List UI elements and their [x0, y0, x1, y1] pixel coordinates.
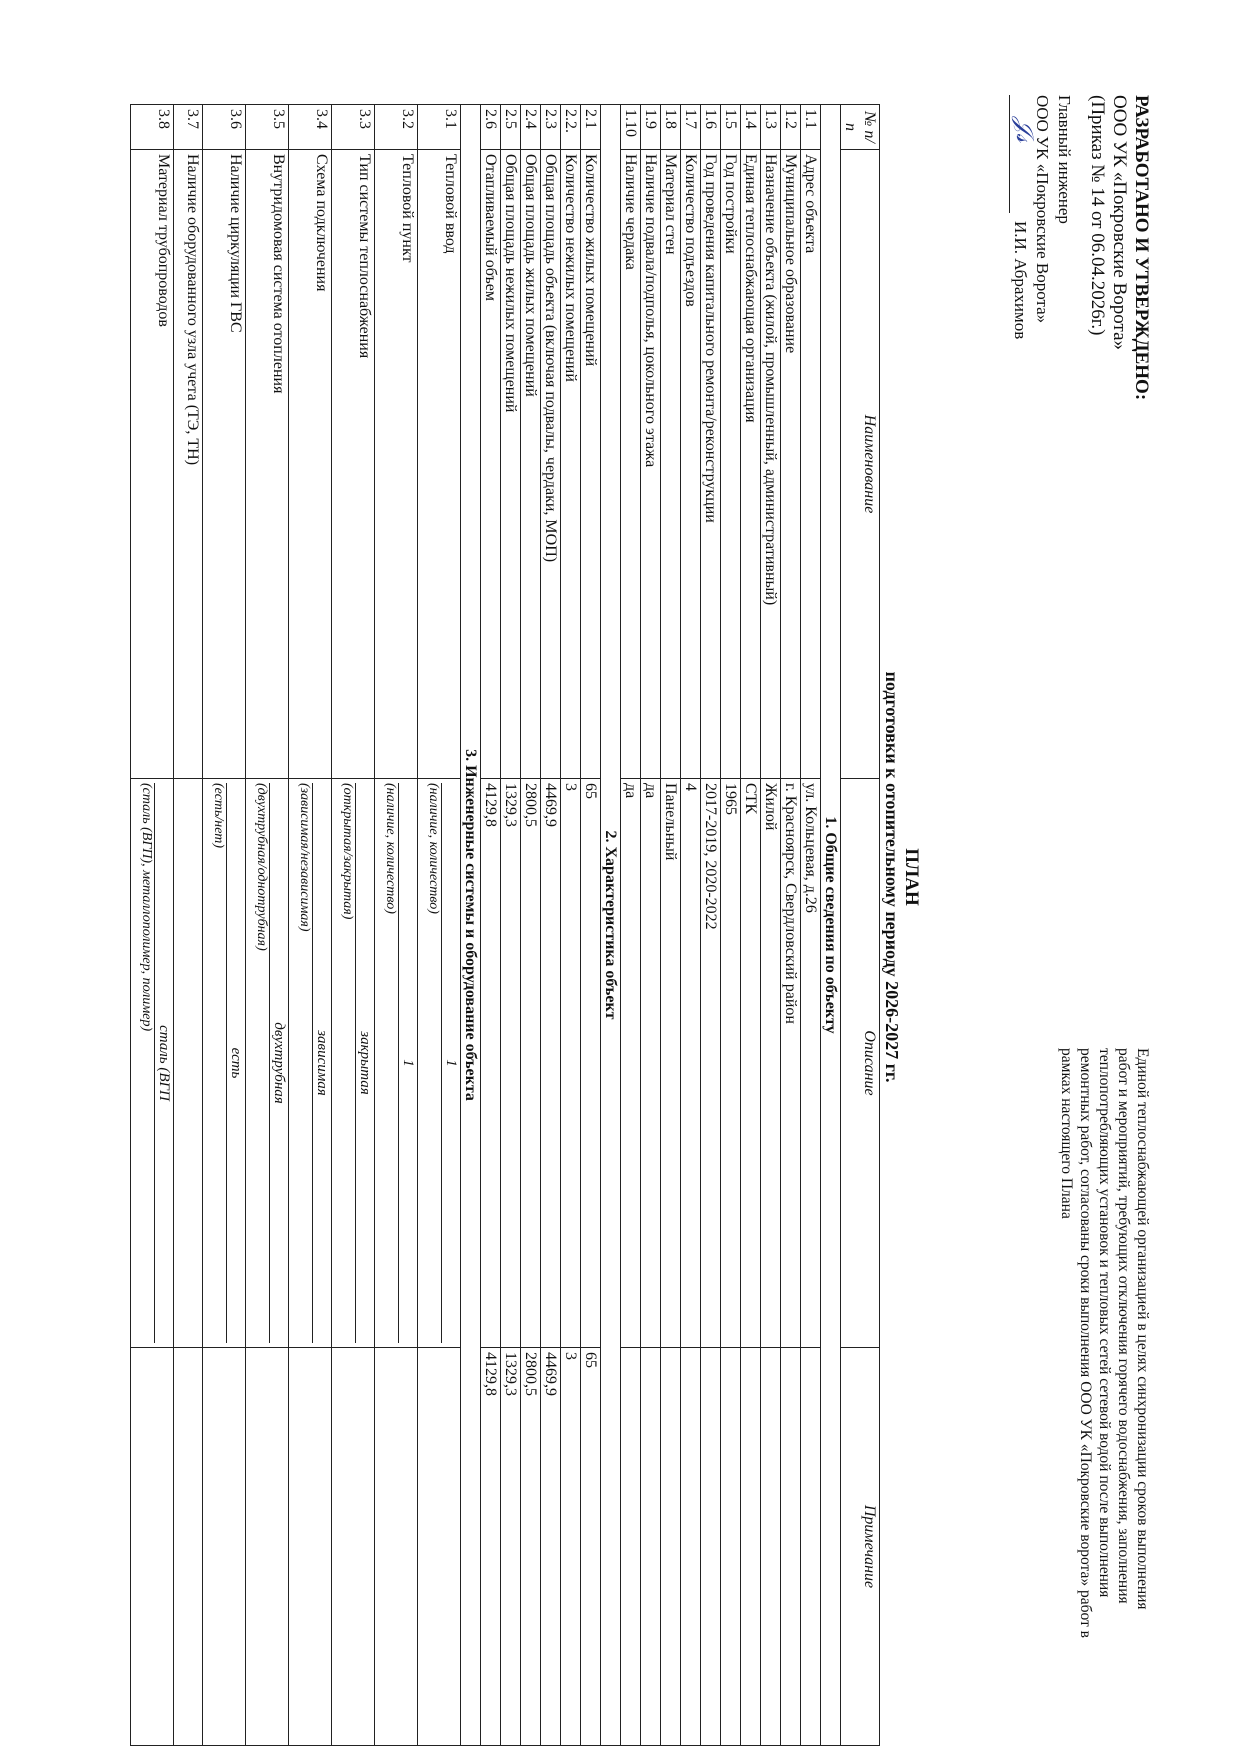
row-num: 2.3	[541, 105, 561, 150]
row-desc: ул. Кольцевая, д.26	[801, 779, 821, 1348]
row-name: Количество нежилых помещений	[561, 150, 581, 779]
section1-rows	[621, 105, 821, 1746]
row-num: 1.6	[701, 105, 721, 150]
row-desc	[375, 779, 418, 1348]
row-note: 4469,9	[541, 1348, 561, 1746]
row-note	[761, 1348, 781, 1746]
row-name: Наличие чердака	[621, 150, 641, 779]
section-title: 1. Общие сведения по объекту	[821, 105, 841, 1746]
table-row	[581, 105, 601, 1746]
header-note: Примечание	[841, 1348, 880, 1746]
table-row	[561, 105, 581, 1746]
row-desc	[131, 779, 174, 1348]
table-row	[801, 105, 821, 1746]
row-name: Отапливаемый объем	[481, 150, 501, 779]
row-name: Материал стен	[661, 150, 681, 779]
table-row	[661, 105, 681, 1746]
row-desc: Жилой	[761, 779, 781, 1348]
table-row	[481, 105, 501, 1746]
row-hint: (наличие, количество)	[382, 783, 399, 1343]
row-note	[174, 1348, 203, 1746]
row-name: Год проведения капитального ремонта/реконструкции	[701, 150, 721, 779]
row-value: зависимая	[314, 1030, 330, 1096]
row-num: 1.8	[661, 105, 681, 150]
row-value: 1	[400, 1059, 416, 1067]
row-hint: (двухтрубная/однотрубная)	[253, 783, 270, 1343]
table-row	[375, 105, 418, 1746]
row-note	[131, 1348, 174, 1746]
row-note	[681, 1348, 701, 1746]
approval-order: (Приказ № 14 от 06.04.2026г.)	[1087, 95, 1108, 336]
row-name: Год постройки	[721, 150, 741, 779]
row-name: Количество жилых помещений	[581, 150, 601, 779]
signer-name: И.И. Абрахимов	[1011, 221, 1030, 340]
row-hint: (есть/нет)	[210, 783, 227, 1343]
table-row	[521, 105, 541, 1746]
row-num: 1.4	[741, 105, 761, 150]
document-subtitle: подготовки к отопительному периоду 2026-2027 гг.	[882, 671, 902, 1083]
approval-title: РАЗРАБОТАНО И УТВЕРЖДЕНО:	[1131, 95, 1152, 401]
row-name: Единая теплоснабжающая организация	[741, 150, 761, 779]
row-desc: 65	[581, 779, 601, 1348]
row-desc: 1329,3	[501, 779, 521, 1348]
row-value: сталь (ВГП	[156, 1025, 172, 1101]
row-num: 1.1	[801, 105, 821, 150]
table-row	[541, 105, 561, 1746]
row-desc	[174, 779, 203, 1348]
row-desc: СТК	[741, 779, 761, 1348]
row-note: 3	[561, 1348, 581, 1746]
row-value: 1	[443, 1059, 459, 1067]
row-note	[661, 1348, 681, 1746]
row-name: Тип системы теплоснабжения	[332, 150, 375, 779]
table-row	[174, 105, 203, 1746]
coordination-note: Единой теплоснабжающей организацией в целях синхронизации сроков выполнения работ и мероприятий, требующих отключения горячего водоснабжения, заполнения теплопотребляющих установок и тепловых сетей сетевой водой после выполнения ремонтных работ, согласованы сроки выполнения ООО УК «Покровские ворота» работ в рамках настоящего Плана	[1058, 1048, 1151, 1638]
row-num: 2.6	[481, 105, 501, 150]
row-name: Материал трубопроводов	[131, 150, 174, 779]
row-desc: 4	[681, 779, 701, 1348]
signer-org: ООО УК «Покровские Ворота»	[1033, 95, 1052, 324]
header-desc: Описание	[841, 779, 880, 1348]
row-num: 3.7	[174, 105, 203, 150]
row-num: 3.2	[375, 105, 418, 150]
row-desc: 2017-2019, 2020-2022	[701, 779, 721, 1348]
table-row	[203, 105, 246, 1746]
row-name: Внутридомовая система отопления	[246, 150, 289, 779]
row-name: Тепловой пункт	[375, 150, 418, 779]
row-desc: 3	[561, 779, 581, 1348]
row-desc: г. Красноярск, Свердловский район	[781, 779, 801, 1348]
table-row	[641, 105, 661, 1746]
row-desc	[289, 779, 332, 1348]
table-row	[418, 105, 461, 1746]
row-desc	[203, 779, 246, 1348]
row-num: 1.2	[781, 105, 801, 150]
row-hint: (наличие, количество)	[425, 783, 442, 1343]
row-desc	[332, 779, 375, 1348]
section-row	[601, 105, 621, 1746]
row-note: 65	[581, 1348, 601, 1746]
row-note: 1329,3	[501, 1348, 521, 1746]
handwritten-signature: 𝒥𝓈	[1011, 117, 1039, 143]
row-name: Количество подъездов	[681, 150, 701, 779]
row-note	[246, 1348, 289, 1746]
table-row	[721, 105, 741, 1746]
table-row	[621, 105, 641, 1746]
row-num: 3.1	[418, 105, 461, 150]
row-note	[801, 1348, 821, 1746]
section-row	[821, 105, 841, 1746]
table-row	[501, 105, 521, 1746]
row-name: Наличие оборудованного узла учета (ТЭ, ТН)	[174, 150, 203, 779]
table-row	[332, 105, 375, 1746]
document-title: ПЛАН	[901, 848, 922, 906]
row-value: есть	[228, 1047, 244, 1079]
row-name: Назначение объекта (жилой, промышленный, административный)	[761, 150, 781, 779]
row-num: 3.3	[332, 105, 375, 150]
row-note	[741, 1348, 761, 1746]
table-row	[289, 105, 332, 1746]
plan-table	[130, 104, 880, 1746]
row-note	[203, 1348, 246, 1746]
row-hint: (открытая/закрытая)	[339, 783, 356, 1343]
table-row	[741, 105, 761, 1746]
row-note	[418, 1348, 461, 1746]
row-note	[781, 1348, 801, 1746]
row-num: 1.7	[681, 105, 701, 150]
row-num: 3.4	[289, 105, 332, 150]
table-row	[781, 105, 801, 1746]
row-num: 3.8	[131, 105, 174, 150]
row-note	[621, 1348, 641, 1746]
row-num: 2.5	[501, 105, 521, 150]
table-row	[681, 105, 701, 1746]
row-num: 2.1	[581, 105, 601, 150]
row-name: Наличие циркуляции ГВС	[203, 150, 246, 779]
row-num: 2.4	[521, 105, 541, 150]
row-name: Общая площадь нежилых помещений	[501, 150, 521, 779]
row-name: Тепловой ввод	[418, 150, 461, 779]
row-num: 1.10	[621, 105, 641, 150]
row-num: 2.2.	[561, 105, 581, 150]
header-num: № п/п	[841, 105, 880, 150]
row-num: 1.5	[721, 105, 741, 150]
row-desc: Панельный	[661, 779, 681, 1348]
row-desc	[418, 779, 461, 1348]
row-note	[721, 1348, 741, 1746]
section-title: 2. Характеристика объект	[601, 105, 621, 1746]
approval-block	[1086, 95, 1152, 400]
table-row	[701, 105, 721, 1746]
row-note: 4129,8	[481, 1348, 501, 1746]
row-hint: (сталь (ВГП), металлополимер, полимер)	[138, 783, 155, 1343]
section-row	[461, 105, 481, 1746]
row-num: 1.3	[761, 105, 781, 150]
row-desc: да	[641, 779, 661, 1348]
row-num: 1.9	[641, 105, 661, 150]
row-name: Общая площадь жилых помещений	[521, 150, 541, 779]
row-value: двухтрубная	[271, 1022, 287, 1104]
row-num: 3.6	[203, 105, 246, 150]
row-desc	[246, 779, 289, 1348]
row-note: 2800,5	[521, 1348, 541, 1746]
row-name: Адрес объекта	[801, 150, 821, 779]
section3-rows	[131, 105, 461, 1746]
row-note	[375, 1348, 418, 1746]
row-value: закрытая	[357, 1031, 373, 1095]
row-desc: 4469,9	[541, 779, 561, 1348]
signature-line	[1009, 95, 1039, 213]
row-note	[332, 1348, 375, 1746]
row-desc: да	[621, 779, 641, 1348]
row-num: 3.5	[246, 105, 289, 150]
table-row	[761, 105, 781, 1746]
table-header-row	[841, 105, 880, 1746]
table-row	[246, 105, 289, 1746]
row-name: Общая площадь объекта (включая подвалы, чердаки, МОП)	[541, 150, 561, 779]
row-name: Схема подключения	[289, 150, 332, 779]
header-name: Наименование	[841, 150, 880, 779]
row-note	[289, 1348, 332, 1746]
table-row	[131, 105, 174, 1746]
row-name: Муниципальное образование	[781, 150, 801, 779]
row-name: Наличие подвала/подполья, цокольного этажа	[641, 150, 661, 779]
row-hint: (зависимая/независимая)	[296, 783, 313, 1343]
row-desc: 2800,5	[521, 779, 541, 1348]
signer-role: Главный инженер	[1055, 95, 1074, 224]
row-desc: 4129,8	[481, 779, 501, 1348]
section2-rows	[481, 105, 601, 1746]
row-note	[641, 1348, 661, 1746]
section-title: 3. Инженерные системы и оборудование объекта	[461, 105, 481, 1746]
row-note	[701, 1348, 721, 1746]
signature-block	[1009, 95, 1075, 339]
row-desc: 1965	[721, 779, 741, 1348]
approval-org: ООО УК «Покровские Ворота»	[1109, 95, 1130, 351]
